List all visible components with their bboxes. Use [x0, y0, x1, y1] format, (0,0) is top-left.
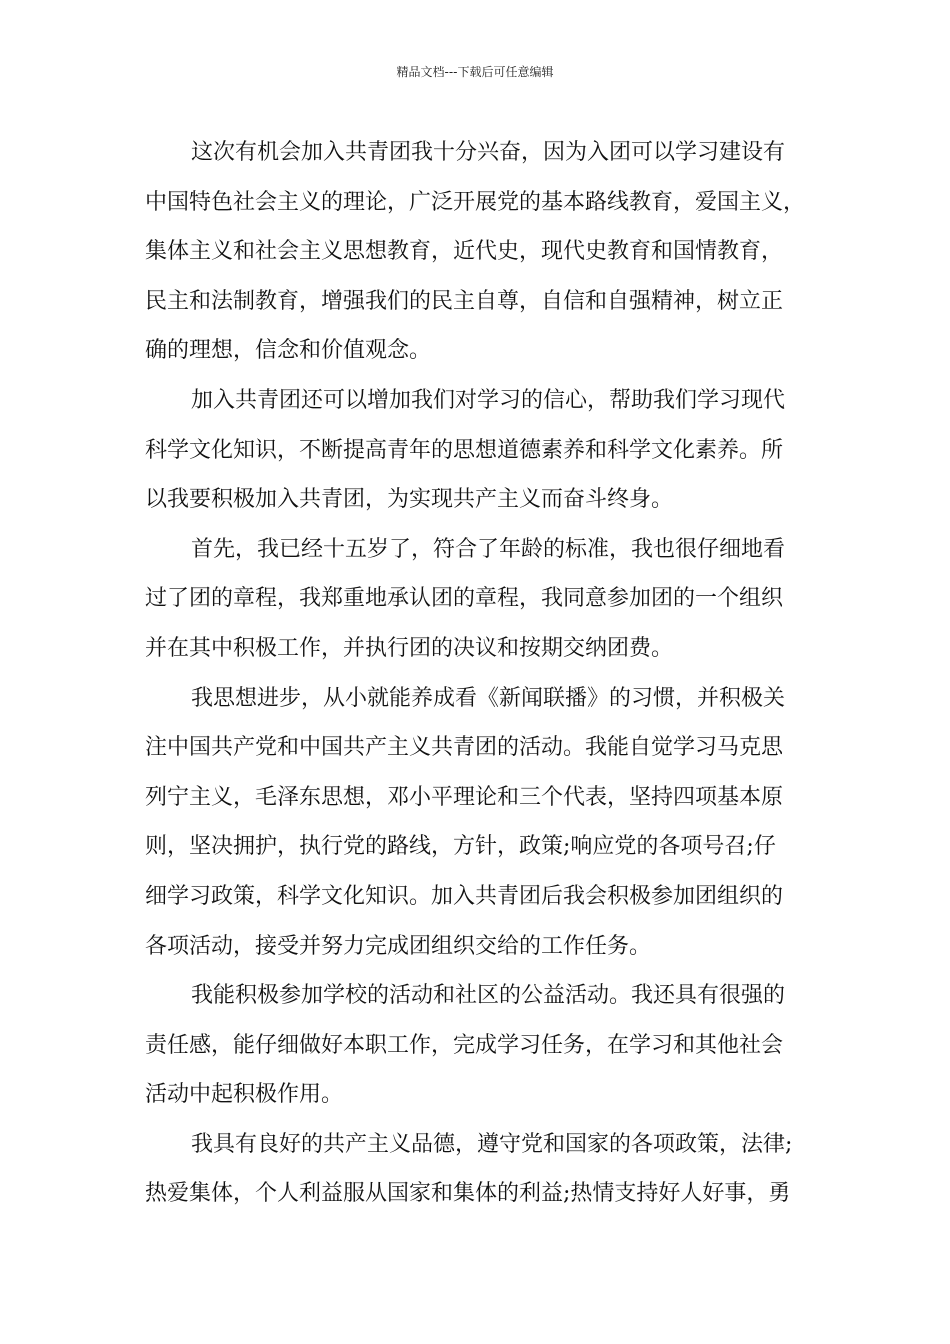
text-line: 我能积极参加学校的活动和社区的公益活动。我还具有很强的	[191, 983, 786, 1009]
text-line: 确的理想，信念和价值观念。	[145, 338, 432, 364]
text-line: 各项活动，接受并努力完成团组织交给的工作任务。	[145, 933, 652, 959]
text-line: 科学文化知识，不断提高青年的思想道德素养和科学文化素养。所	[145, 437, 784, 463]
text-line: 民主和法制教育，增强我们的民主自尊，自信和自强精神，树立正	[145, 288, 784, 314]
paragraph	[145, 1120, 817, 1219]
document-body	[145, 128, 817, 1219]
text-line: 并在其中积极工作，并执行团的决议和按期交纳团费。	[145, 635, 674, 661]
text-line: 责任感，能仔细做好本职工作，完成学习任务，在学习和其他社会	[145, 1032, 784, 1058]
text-line: 加入共青团还可以增加我们对学习的信心，帮助我们学习现代	[191, 387, 786, 413]
text-line: 首先，我已经十五岁了，符合了年龄的标准，我也很仔细地看	[191, 536, 786, 562]
text-line: 中国特色社会主义的理论，广泛开展党的基本路线教育，爱国主义，	[145, 189, 806, 215]
paragraph	[145, 376, 817, 525]
text-line: 列宁主义，毛泽东思想，邓小平理论和三个代表，坚持四项基本原	[145, 784, 784, 810]
text-line: 热爱集体，个人利益服从国家和集体的利益;热情支持好人好事，勇	[145, 1181, 791, 1207]
text-line: 集体主义和社会主义思想教育，近代史，现代史教育和国情教育，	[145, 239, 784, 265]
text-line: 活动中起积极作用。	[145, 1082, 344, 1108]
paragraph	[145, 971, 817, 1120]
text-line: 这次有机会加入共青团我十分兴奋，因为入团可以学习建设有	[191, 140, 786, 165]
text-line: 则，坚决拥护，执行党的路线，方针，政策;响应党的各项号召;仔	[145, 834, 776, 860]
paragraph	[145, 525, 817, 674]
text-line: 我具有良好的共产主义品德，遵守党和国家的各项政策，法律;	[191, 1131, 793, 1157]
text-line: 注中国共产党和中国共产主义共青团的活动。我能自觉学习马克思	[145, 735, 784, 761]
paragraph	[145, 674, 817, 972]
text-line: 我思想进步，从小就能养成看《新闻联播》的习惯，并积极关	[191, 685, 786, 711]
text-line: 过了团的章程，我郑重地承认团的章程，我同意参加团的一个组织	[145, 586, 784, 612]
text-line: 细学习政策，科学文化知识。加入共青团后我会积极参加团组织的	[145, 883, 784, 909]
text-line: 以我要积极加入共青团，为实现共产主义而奋斗终身。	[145, 487, 674, 513]
page-header: 精品文档---下载后可任意编辑	[396, 65, 554, 79]
paragraph	[145, 128, 817, 376]
